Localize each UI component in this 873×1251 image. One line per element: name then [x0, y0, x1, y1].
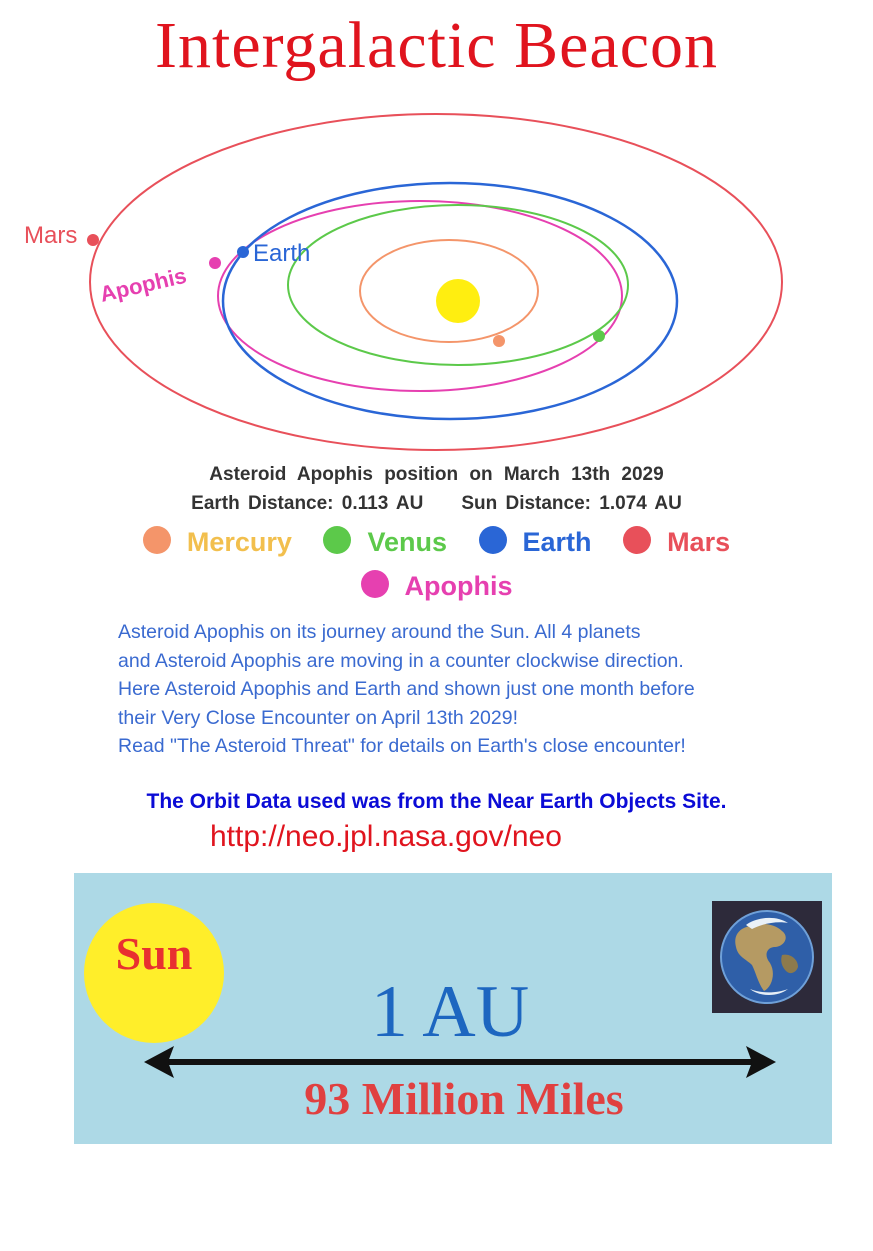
page-title: Intergalactic Beacon — [155, 9, 718, 82]
mars-label: Mars — [24, 222, 78, 249]
legend-item-apophis — [361, 570, 513, 602]
description — [118, 618, 848, 761]
apophis-position-caption: Asteroid Apophis position on March 13th 2029 — [209, 464, 664, 485]
source-url-link[interactable]: http://neo.jpl.nasa.gov/neo — [210, 820, 562, 853]
legend-label-apophis: Apophis — [404, 571, 513, 601]
distance-label: 1 AU — [370, 971, 530, 1053]
legend-label-venus: Venus — [367, 527, 447, 557]
description-line: Read "The Asteroid Threat" for details on Earth's close encounter! — [118, 735, 686, 757]
sun-body — [436, 279, 480, 323]
legend-item-mercury — [143, 526, 292, 558]
legend-item-earth — [479, 526, 592, 558]
legend-item-mars — [623, 526, 730, 558]
legend — [0, 526, 873, 558]
description-line: Asteroid Apophis on its journey around the Sun. All 4 planets — [118, 621, 641, 643]
venus-planet-dot — [593, 330, 605, 342]
legend-label-mercury: Mercury — [186, 527, 292, 557]
apophis-asteroid-dot — [209, 257, 221, 269]
earth-label: Earth — [253, 240, 311, 267]
description-line: their Very Close Encounter on April 13th 2029! — [118, 706, 518, 729]
apophis-dot-icon — [361, 570, 389, 598]
legend-item-venus — [323, 526, 447, 558]
sun-distance: Sun Distance: 1.074 AU — [461, 493, 682, 514]
earth-planet-dot — [237, 246, 249, 258]
description-line: and Asteroid Apophis are moving in a counter clockwise direction. — [118, 649, 684, 672]
legend-label-mars: Mars — [667, 527, 731, 557]
source-note: The Orbit Data used was from the Near Earth Objects Site. — [146, 790, 727, 813]
venus-dot-icon — [323, 526, 351, 554]
apophis-label: Apophis — [97, 262, 189, 307]
legend-row-2 — [0, 570, 873, 602]
earth-distance: Earth Distance: 0.113 AU — [191, 493, 424, 514]
mars-orbit — [90, 114, 782, 450]
distance-caption — [0, 493, 873, 515]
mercury-planet-dot — [493, 335, 505, 347]
miles-label: 93 Million Miles — [304, 1073, 624, 1124]
mars-dot-icon — [623, 526, 651, 554]
earth-dot-icon — [479, 526, 507, 554]
mercury-dot-icon — [143, 526, 171, 554]
legend-label-earth: Earth — [522, 527, 592, 557]
description-line: Here Asteroid Apophis and Earth and shown just one month before — [118, 678, 695, 700]
sun-label: Sun — [115, 928, 193, 979]
orbit-diagram — [0, 100, 873, 460]
mars-planet-dot — [87, 234, 99, 246]
